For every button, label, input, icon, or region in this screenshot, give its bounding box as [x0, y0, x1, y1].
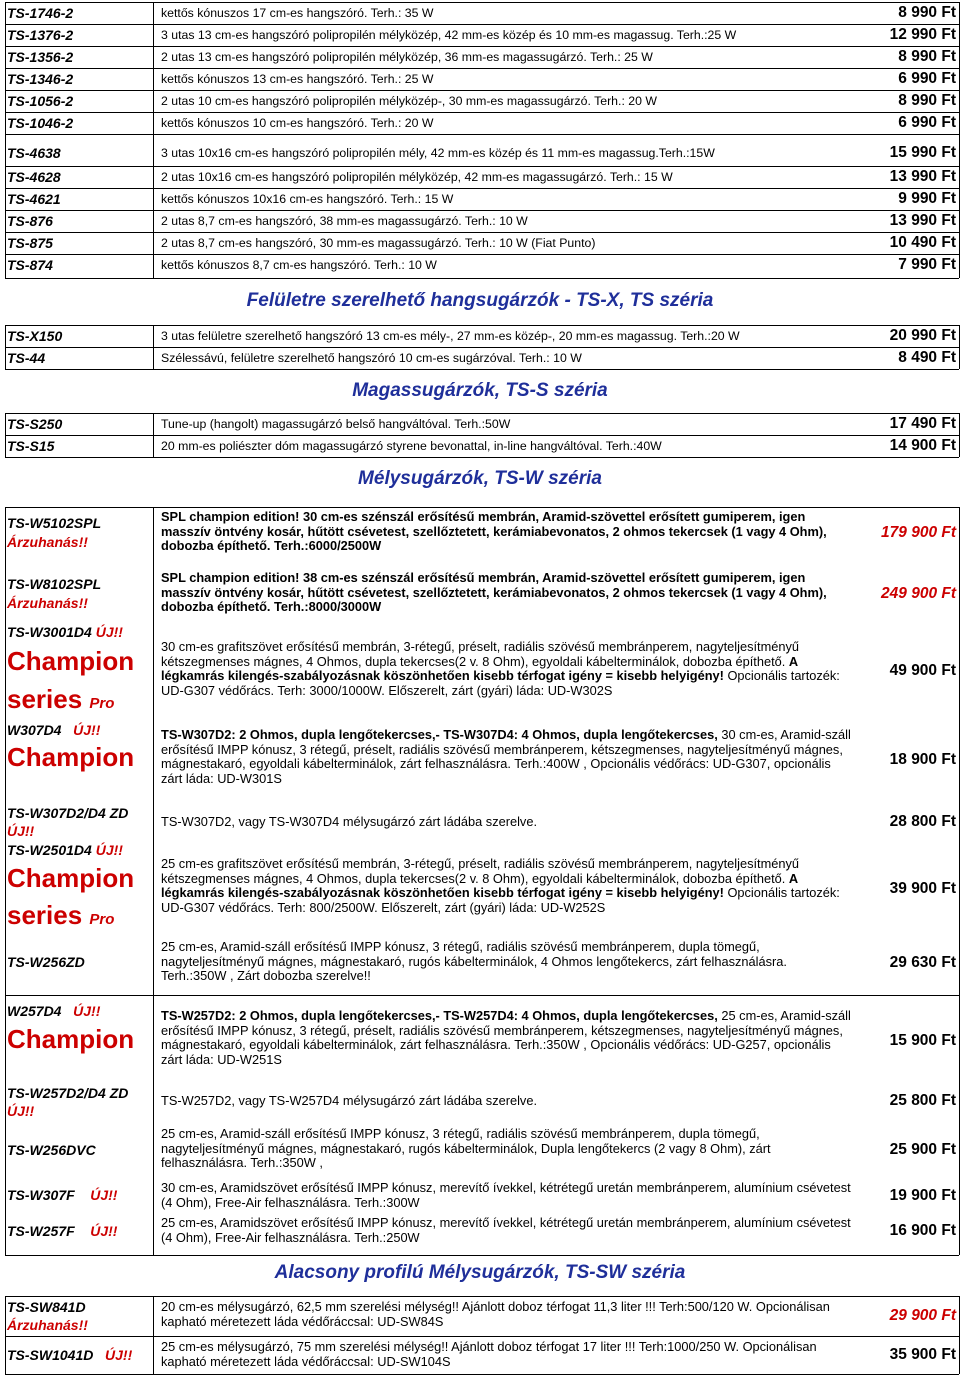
desc-part: 30 cm-es grafitszövet erősítésű membrán, 3-rétegű, préselt, radiális szövésű membránperem, nagyteljesítményű kétszegmenses mágnes, 4 Ohmos, dupla tekercses(2 v. 8 Ohm), egyoldali kábelterminálok, dobozba építhető. — [161, 639, 799, 669]
product-price: 29 900 Ft — [889, 1307, 956, 1324]
product-code: TS-4628 — [7, 169, 61, 185]
product-price: 25 900 Ft — [889, 1141, 956, 1158]
product-description: kettős kónuszos 10x16 cm-es hangszóró. Terh.: 15 W — [161, 192, 454, 206]
product-code-group — [7, 1347, 132, 1363]
new-badge: ÚJ!! — [95, 842, 123, 858]
section-title-s: Magassugárzók, TS-S széria — [352, 380, 608, 401]
product-price: 10 490 Ft — [889, 234, 956, 251]
desc-part-bold: A légkamrás kilengés-szabályozásnak köszönhetően kisebb térfogat igény = kisebb helyigény! — [161, 653, 798, 683]
product-price: 18 900 Ft — [889, 751, 956, 768]
product-code: TS-1046-2 — [7, 115, 74, 131]
product-description: kettős kónuszos 8,7 cm-es hangszóró. Terh.: 10 W — [161, 258, 437, 272]
sale-badge: Árzuhanás!! — [7, 1317, 88, 1333]
product-description: TS-W257D2, vagy TS-W257D4 mélysugárzó zárt ládába szerelve. — [161, 1093, 538, 1108]
new-badge: ÚJ!! — [73, 1003, 101, 1019]
product-description: SPL champion edition! 38 cm-es szénszál erősítésű membrán, Aramid-szövettel erősített gumiperem, igen masszív öntvény kosár, hűtött csévetest, szellőztetett, kerámiabevonatos, 2 ohmos tekercsek (1 vagy 4 Ohm), dobozba építhető. Terh.:8000/3000W — [161, 570, 827, 614]
product-description: 30 cm-es, Aramidszövet erősítésű IMPP kónusz, merevítő ívekkel, kétrétegű uretán membránperem, alumínium csévetest (4 Ohm), Free-Air felhasználásra. Terh.:300W — [161, 1180, 851, 1210]
series-label: series — [7, 900, 83, 930]
product-price: 17 490 Ft — [889, 415, 956, 432]
section-title-w: Mélysugárzók, TS-W széria — [358, 468, 602, 489]
product-price: 12 990 Ft — [889, 26, 956, 43]
product-description: 2 utas 10x16 cm-es hangszóró polipropilén mélyközép, 42 mm-es magassugárzó. Terh.: 15 W — [161, 170, 673, 184]
product-price: 39 900 Ft — [889, 880, 956, 897]
new-badge: ÚJ!! — [90, 1187, 118, 1203]
product-description: 25 cm-es, Aramid-száll erősítésű IMPP kónusz, 3 rétegű, radiális szövésű membránperem, dupla tömegű, nagyteljesítményű mágnes, mágnestakaró, rugós kábelterminálok, 4 Ohmos lengőtekercs, zárt felhasználásra. Terh.:350W , Zárt dobozba szerelve!! — [161, 939, 787, 983]
product-code: TS-W307D2/D4 ZD — [7, 805, 129, 821]
product-price: 20 990 Ft — [889, 327, 956, 344]
product-description: 3 utas 13 cm-es hangszóró polipropilén mélyközép, 42 mm-es közép és 10 mm-es magassug. Terh.:25 W — [161, 28, 737, 42]
series-label-group — [7, 684, 114, 715]
product-price: 28 800 Ft — [889, 813, 956, 830]
desc-part: Opcionális tartozék: UD-G307 védőrács. Terh: 800/2500W. Előszerelt, zárt (gyári) láda: UD-W252S — [161, 885, 840, 915]
product-description: SPL champion edition! 30 cm-es szénszál erősítésű membrán, Aramid-szövettel erősített gumiperem, igen masszív öntvény kosár, hűtött csévetest, szellőztetett, kerámiabevonatos, 2 ohmos tekercsek (1 vagy 4 Ohm), dobozba építhető. Terh.:6000/2500W — [161, 509, 827, 553]
section-title-ts: Felületre szerelhető hangsugárzók - TS-X, TS széria — [246, 290, 714, 311]
product-description: 2 utas 8,7 cm-es hangszóró, 30 mm-es magassugárzó. Terh.: 10 W (Fiat Punto) — [161, 236, 596, 250]
pro-label: Pro — [89, 911, 115, 928]
desc-part: Opcionális tartozék: UD-G307 védőrács. Terh: 3000/1000W. Előszerelt, zárt (gyári) láda: UD-W302S — [161, 668, 840, 698]
product-code: TS-S15 — [7, 438, 55, 454]
product-description: kettős kónuszos 10 cm-es hangszóró. Terh.: 20 W — [161, 116, 434, 130]
new-badge: ÚJ!! — [7, 823, 35, 839]
champion-label: Champion — [7, 1024, 135, 1054]
new-badge: ÚJ!! — [90, 1223, 118, 1239]
product-code-group — [7, 722, 100, 738]
product-code: TS-W307F — [7, 1187, 75, 1203]
product-price: 13 990 Ft — [889, 212, 956, 229]
series-label-group — [7, 900, 114, 931]
section-title-sw: Alacsony profilú Mélysugárzók, TS-SW széria — [274, 1262, 686, 1283]
product-price: 8 990 Ft — [898, 48, 956, 65]
new-badge: ÚJ!! — [95, 624, 123, 640]
product-price: 15 900 Ft — [889, 1032, 956, 1049]
desc-part-bold: TS-W307D2: 2 Ohmos, dupla lengőtekercses,- TS-W307D4: 4 Ohmos, dupla lengőtekercses, — [161, 727, 718, 742]
product-price: 7 990 Ft — [898, 256, 956, 273]
product-description: 20 cm-es mélysugárzó, 62,5 mm szerelési mélység!! Ajánlott doboz térfogat 11,3 liter !!! Terh:500/120 W. Opcionálisan kapható méretezett láda védőráccsal: UD-SW84S — [161, 1299, 830, 1329]
sale-badge: Árzuhanás!! — [7, 534, 88, 550]
product-code-group — [7, 1187, 117, 1203]
product-code: TS-876 — [7, 213, 53, 229]
product-code: TS-4621 — [7, 191, 61, 207]
product-code-group — [7, 842, 123, 858]
product-description: 2 utas 8,7 cm-es hangszóró, 38 mm-es magassugárzó. Terh.: 10 W — [161, 214, 528, 228]
product-price: 8 490 Ft — [898, 349, 956, 366]
product-code: TS-W257D2/D4 ZD — [7, 1085, 129, 1101]
product-code: TS-W256ZD — [7, 954, 85, 970]
product-code: TS-1356-2 — [7, 49, 74, 65]
product-code: W257D4 — [7, 1003, 62, 1019]
product-description: 2 utas 10 cm-es hangszóró polipropilén mélyközép-, 30 mm-es magassugárzó. Terh.: 20 W — [161, 94, 657, 108]
product-price: 179 900 Ft — [881, 524, 956, 541]
product-price: 8 990 Ft — [898, 4, 956, 21]
product-code-group — [7, 624, 123, 640]
product-price: 249 900 Ft — [881, 585, 956, 602]
product-description — [161, 640, 851, 698]
product-price: 13 990 Ft — [889, 168, 956, 185]
product-description: 3 utas felületre szerelhető hangszóró 13 cm-es mély-, 27 mm-es közép-, 20 mm-es magassug. Terh.:20 W — [161, 329, 740, 343]
product-description: 25 cm-es, Aramid-száll erősítésű IMPP kónusz, 3 rétegű, radiális szövésű membránperem, dupla tömegű, nagyteljesítményű mágnes, mágnestakaró, rugós kábelterminálok, Dupla lengőtekercs (2 vagy 8 Ohm), zárt felhasználásra. Terh.:350W , — [161, 1126, 771, 1170]
product-price: 29 630 Ft — [889, 954, 956, 971]
product-description: kettős kónuszos 17 cm-es hangszóró. Terh.: 35 W — [161, 6, 434, 20]
new-badge: ÚJ!! — [73, 722, 101, 738]
product-description: 3 utas 10x16 cm-es hangszóró polipropilén mély, 42 mm-es közép és 11 mm-es magassug.Terh.:15W — [161, 146, 715, 160]
product-code: TS-1346-2 — [7, 71, 74, 87]
desc-part-bold: TS-W257D2: 2 Ohmos, dupla lengőtekercses,- TS-W257D4: 4 Ohmos, dupla lengőtekercses, — [161, 1008, 718, 1023]
product-code: W307D4 — [7, 722, 62, 738]
product-price: 15 990 Ft — [889, 144, 956, 161]
product-description: TS-W307D2, vagy TS-W307D4 mélysugárzó zárt ládába szerelve. — [161, 814, 538, 829]
product-code: TS-1376-2 — [7, 27, 74, 43]
sale-badge: Árzuhanás!! — [7, 595, 88, 611]
product-price: 9 990 Ft — [898, 190, 956, 207]
product-description — [161, 857, 851, 915]
series-label: series — [7, 684, 83, 714]
desc-part: 25 cm-es grafitszövet erősítésű membrán, 3-rétegű, préselt, radiális szövésű membránperem, nagyteljesítményű kétszegmenses mágnes, 4 Ohmos, dupla tekercses(2 v. 8 Ohm), egyoldali kábelterminálok, dobozba építhető. — [161, 856, 799, 886]
product-price: 35 900 Ft — [889, 1346, 956, 1363]
desc-part: 30 cm-es, Aramid-száll erősítésű IMPP kónusz, 3 rétegű, préselt, radiális szövésű membránperem, kétszegmenses, nagyteljesítményű mágnes, mágnestakaró, egyoldali kábelterminálok, zárt felhasználásra. Terh.:400W , Opcionális védőrács: UD-G307, opcionális zárt láda: UD-W301S — [161, 727, 851, 786]
product-code: TS-W2501D4 — [7, 842, 92, 858]
product-code: TS-W5102SPL — [7, 515, 102, 531]
product-code: TS-W3001D4 — [7, 624, 92, 640]
new-badge: ÚJ!! — [7, 1103, 35, 1119]
product-code-group — [7, 1003, 100, 1019]
product-code: TS-X150 — [7, 328, 63, 344]
product-code: TS-1746-2 — [7, 5, 74, 21]
product-code: TS-1056-2 — [7, 93, 74, 109]
product-description: 2 utas 13 cm-es hangszóró polipropilén mélyközép, 36 mm-es magassugárzó. Terh.: 25 W — [161, 50, 653, 64]
product-description: kettős kónuszos 13 cm-es hangszóró. Terh.: 25 W — [161, 72, 434, 86]
product-code: TS-SW841D — [7, 1299, 86, 1315]
product-code: TS-W256DVC — [7, 1142, 96, 1158]
product-price: 49 900 Ft — [889, 662, 956, 679]
product-code: TS-S250 — [7, 416, 63, 432]
product-code: TS-W257F — [7, 1223, 75, 1239]
product-price: 6 990 Ft — [898, 70, 956, 87]
product-code: TS-4638 — [7, 145, 61, 161]
product-price: 16 900 Ft — [889, 1222, 956, 1239]
product-price: 14 900 Ft — [889, 437, 956, 454]
product-code: TS-44 — [7, 350, 46, 366]
desc-part-bold: A légkamrás kilengés-szabályozásnak köszönhetően kisebb térfogat igény = kisebb helyigény! — [161, 870, 798, 900]
product-description: Szélessávú, felületre szerelhető hangszóró 10 cm-es sugárzóval. Terh.: 10 W — [161, 351, 582, 365]
product-price: 25 800 Ft — [889, 1092, 956, 1109]
product-code: TS-SW1041D — [7, 1347, 94, 1363]
new-badge: ÚJ!! — [105, 1347, 133, 1363]
champion-label: Champion — [7, 863, 135, 893]
product-description — [161, 728, 851, 786]
product-price: 6 990 Ft — [898, 114, 956, 131]
product-code-group — [7, 1223, 117, 1239]
product-code: TS-874 — [7, 257, 53, 273]
champion-label: Champion — [7, 646, 135, 676]
product-price: 19 900 Ft — [889, 1187, 956, 1204]
desc-part: 25 cm-es, Aramid-száll erősítésű IMPP kónusz, 3 rétegű, préselt, radiális szövésű membránperem, kétszegmenses, nagyteljesítményű mágnes, mágnestakaró, egyoldali kábelterminálok, zárt felhasználásra. Terh.:350W , Opcionális védőrács: UD-G257, opcionális zárt láda: UD-W251S — [161, 1008, 851, 1067]
pro-label: Pro — [89, 695, 115, 712]
product-price: 8 990 Ft — [898, 92, 956, 109]
product-description: 25 cm-es mélysugárzó, 75 mm szerelési mélység!! Ajánlott doboz térfogat 17 liter !!! Terh:1000/250 W. Opcionálisan kapható méretezett láda védőráccsal: UD-SW104S — [161, 1339, 817, 1369]
product-description: Tune-up (hangolt) magassugárzó belső hangváltóval. Terh.:50W — [161, 417, 511, 431]
product-description — [161, 1009, 851, 1067]
product-description: 20 mm-es poliészter dóm magassugárzó styrene bevonattal, in-line hangváltóval. Terh.:40W — [161, 439, 662, 453]
product-code: TS-875 — [7, 235, 53, 251]
product-description: 25 cm-es, Aramidszövet erősítésű IMPP kónusz, merevítő ívekkel, kétrétegű uretán membránperem, alumínium csévetest (4 Ohm), Free-Air felhasználásra. Terh.:250W — [161, 1215, 851, 1245]
champion-label: Champion — [7, 742, 135, 772]
product-code: TS-W8102SPL — [7, 576, 102, 592]
